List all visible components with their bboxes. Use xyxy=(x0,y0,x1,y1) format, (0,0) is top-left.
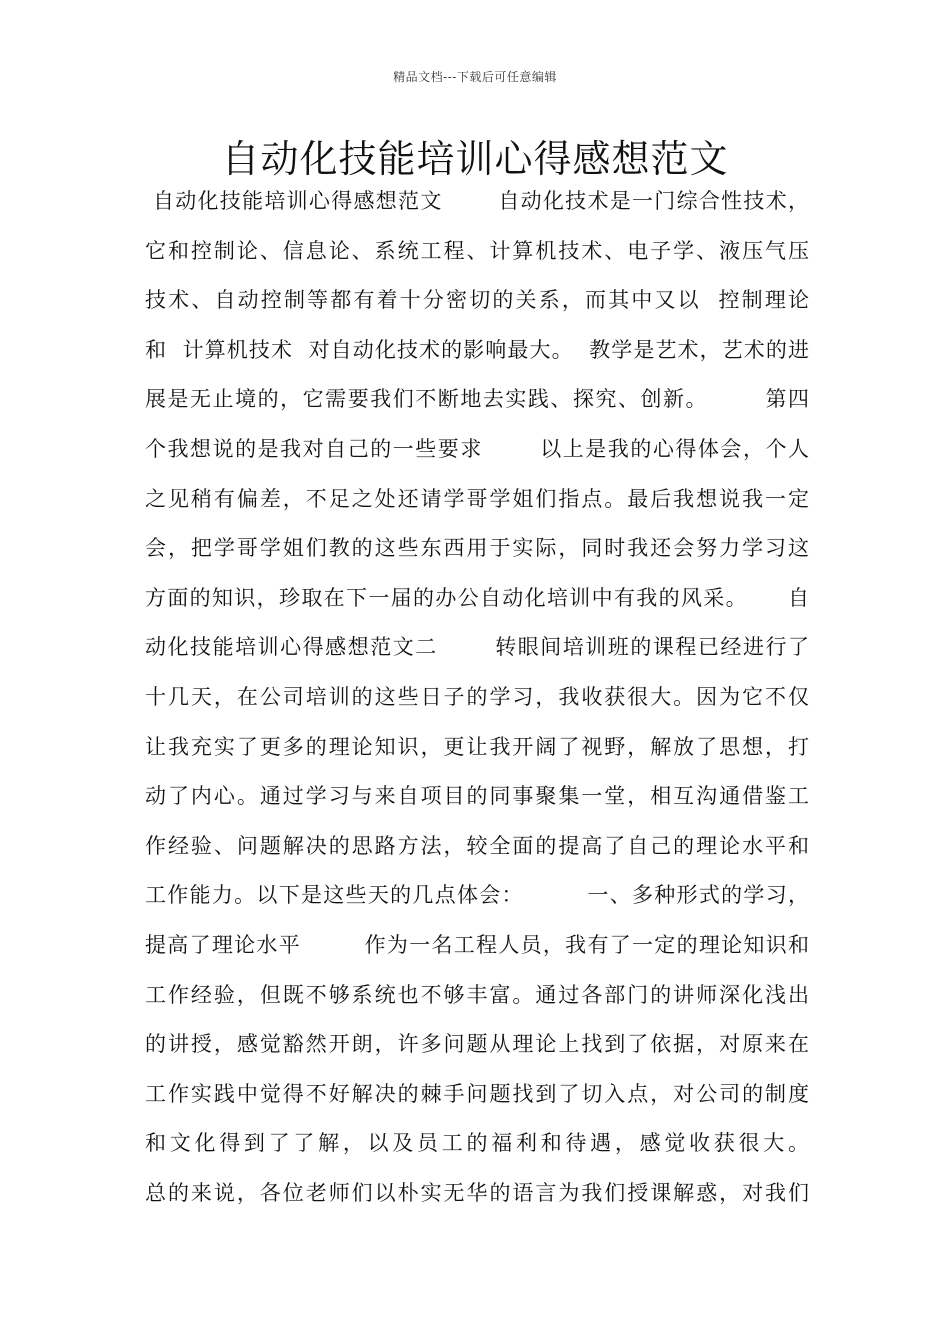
body-line: 会，把学哥学姐们教的这些东西用于实际，同时我还会努力学习这 xyxy=(145,536,809,561)
body-line: 工作实践中觉得不好解决的棘手问题找到了切入点，对公司的制度 xyxy=(145,1081,809,1106)
body-line: 和 计算机技术 对自动化技术的影响最大。 教学是艺术，艺术的进 xyxy=(145,337,809,362)
body-text xyxy=(145,185,809,1226)
body-line: 动了内心。通过学习与来自项目的同事聚集一堂，相互沟通借鉴工 xyxy=(145,784,809,809)
body-line: 展是无止境的，它需要我们不断地去实践、探究、创新。 第四 xyxy=(145,387,809,412)
body-line: 和文化得到了了解，以及员工的福利和待遇，感觉收获很大。 xyxy=(145,1131,809,1156)
document-title: 自动化技能培训心得感想范文 xyxy=(221,137,729,181)
body-line: 方面的知识，珍取在下一届的办公自动化培训中有我的风采。 自 xyxy=(145,585,809,610)
body-line: 技术、自动控制等都有着十分密切的关系，而其中又以 控制理论 xyxy=(145,288,809,313)
body-line: 自动化技能培训心得感想范文 自动化技术是一门综合性技术， xyxy=(145,189,809,213)
body-line: 之见稍有偏差，不足之处还请学哥学姐们指点。最后我想说我一定 xyxy=(145,486,809,511)
body-line: 提高了理论水平 作为一名工程人员，我有了一定的理论知识和 xyxy=(145,932,809,957)
body-line: 它和控制论、信息论、系统工程、计算机技术、电子学、液压气压 xyxy=(145,238,809,263)
body-line: 让我充实了更多的理论知识，更让我开阔了视野，解放了思想，打 xyxy=(145,734,809,759)
body-line: 十几天，在公司培训的这些日子的学习，我收获很大。因为它不仅 xyxy=(145,684,809,709)
body-line: 总的来说，各位老师们以朴实无华的语言为我们授课解惑，对我们 xyxy=(145,1180,809,1205)
body-line: 工作能力。以下是这些天的几点体会： 一、多种形式的学习， xyxy=(145,883,809,908)
body-line: 动化技能培训心得感想范文二 转眼间培训班的课程已经进行了 xyxy=(145,635,809,660)
body-line: 的讲授，感觉豁然开朗，许多问题从理论上找到了依据，对原来在 xyxy=(145,1032,809,1057)
header-note: 精品文档---下载后可任意编辑 xyxy=(393,70,557,84)
body-line: 作经验、问题解决的思路方法，较全面的提高了自己的理论水平和 xyxy=(145,833,809,858)
body-line: 个我想说的是我对自己的一些要求 以上是我的心得体会，个人 xyxy=(145,436,809,461)
body-line: 工作经验，但既不够系统也不够丰富。通过各部门的讲师深化浅出 xyxy=(145,982,809,1007)
